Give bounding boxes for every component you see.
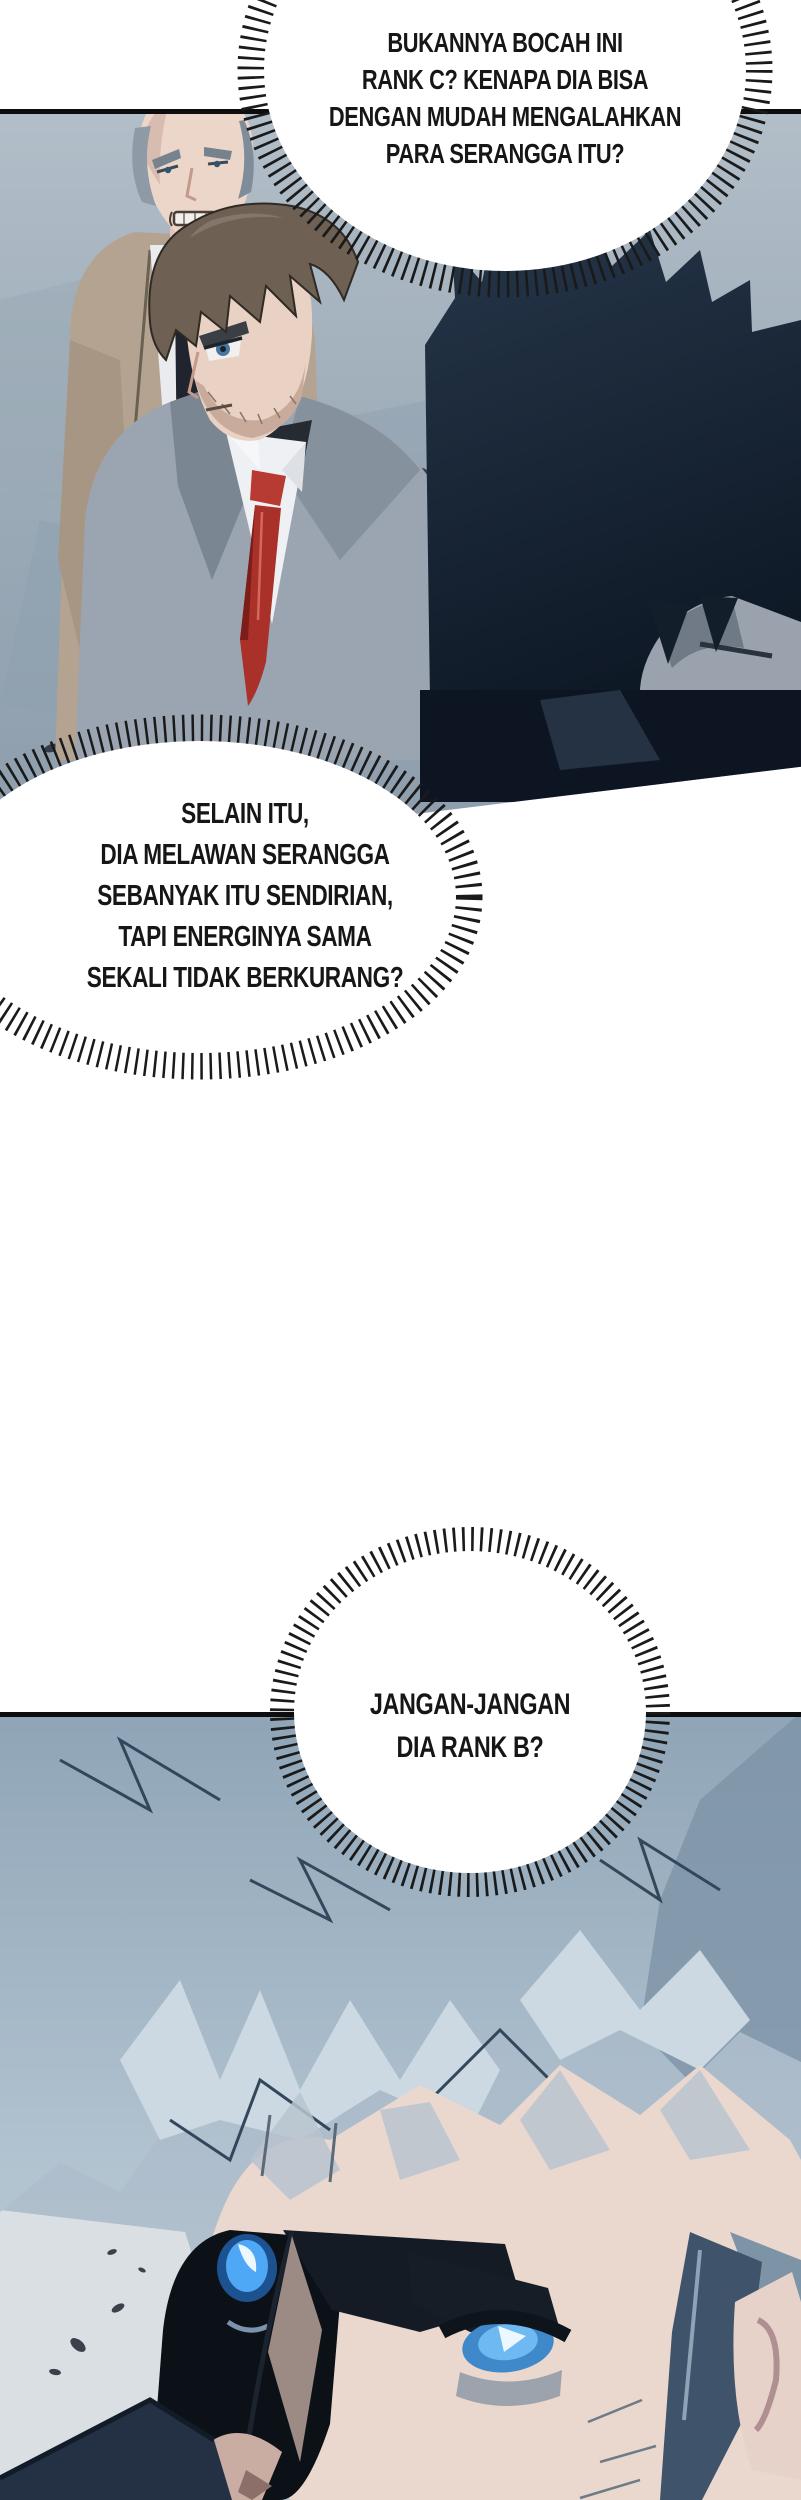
bubble-1-text [279,24,731,172]
bubble-line: TAPI ENERGINYA SAMA [118,921,372,953]
bubble-line: DIA MELAWAN SERANGGA [100,839,390,871]
speech-bubble-1 [215,0,795,320]
bubble-3-text [296,1683,644,1769]
bubble-line: RANK C? KENAPA DIA BISA [361,64,649,95]
speech-bubble-3 [247,1504,693,1920]
bubble-line: DENGAN MUDAH MENGALAHKAN [328,101,682,132]
speech-bubble-2 [0,682,515,1112]
bubble-line: SEBANYAK ITU SENDIRIAN, [97,880,393,912]
bubble-2-text [34,794,455,999]
bubble-line: SEKALI TIDAK BERKURANG? [86,962,404,994]
bubble-line: DIA RANK B? [396,1731,544,1764]
bubble-line: JANGAN-JANGAN [369,1688,571,1721]
bubble-line: PARA SERANGGA ITU? [385,138,625,169]
bubble-line: BUKANNYA BOCAH INI [387,27,623,58]
bubble-line: SELAIN ITU, [181,798,309,830]
